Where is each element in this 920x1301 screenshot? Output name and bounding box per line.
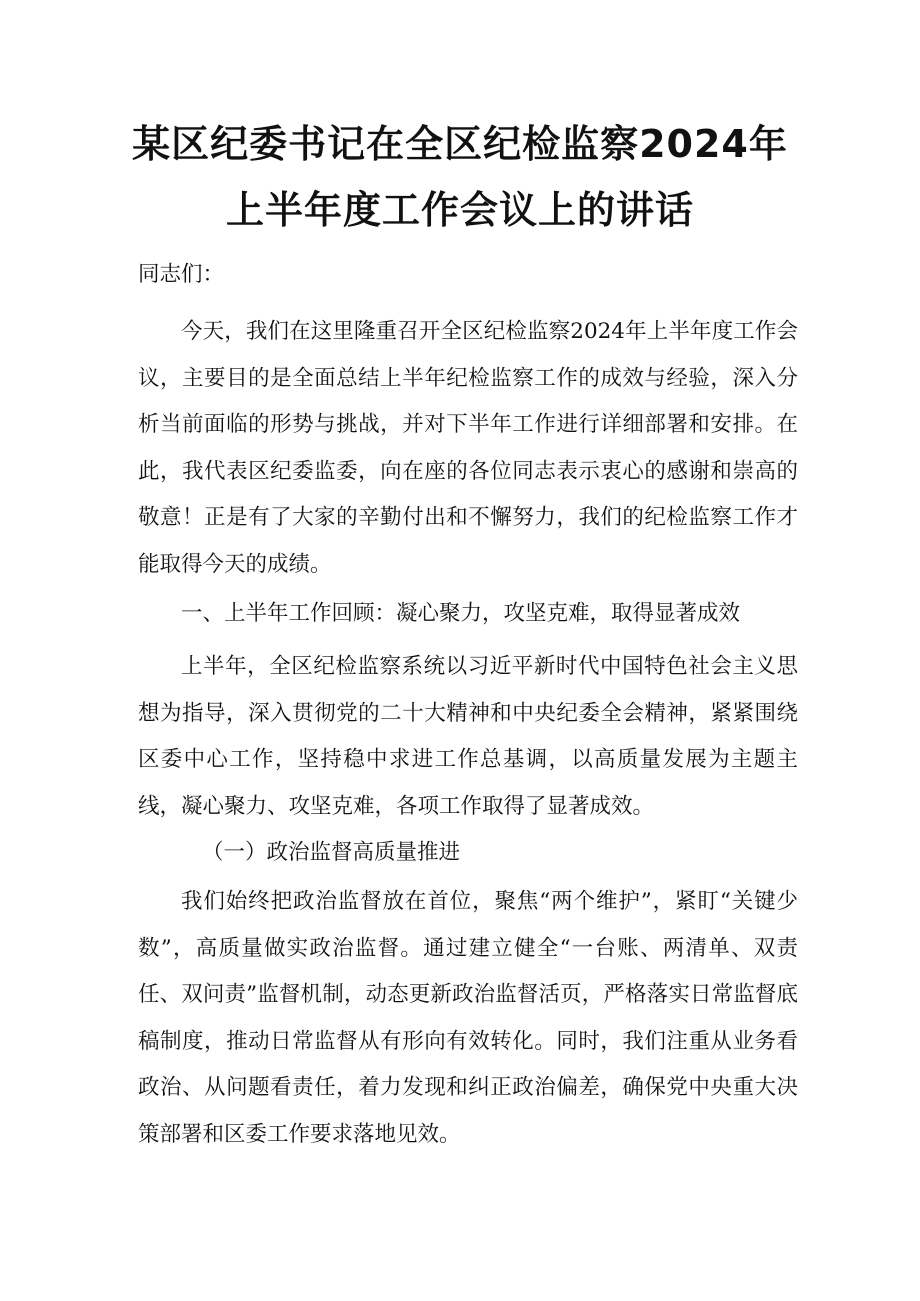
subsection-heading-block — [138, 830, 798, 877]
document-title-line-1: 某区纪委书记在全区纪检监察2024年 — [132, 122, 788, 166]
review-paragraph-block — [138, 644, 798, 830]
opening-paragraph: 今天，我们在这里隆重召开全区纪检监察2024年上半年度工作会议，主要目的是全面总结上半年纪检监察工作的成效与经验，深入分析当前面临的形势与挑战，并对下半年工作进行详细部署和安排。在此，我代表区纪委监委，向在座的各位同志表示衷心的感谢和崇高的敬意！正是有了大家的辛勤付出和不懈努力，我们的纪检监察工作才能取得今天的成绩。 — [138, 319, 798, 577]
subsection-heading: （一）政治监督高质量推进 — [202, 840, 461, 865]
political-supervision-paragraph: 我们始终把政治监督放在首位，聚焦“两个维护”，紧盯“关键少数”，高质量做实政治监督。通过建立健全“一台账、两清单、双责任、双问责”监督机制，动态更新政治监督活页，严格落实日常监督底稿制度，推动日常监督从有形向有效转化。同时，我们注重从业务看政治、从问题看责任，着力发现和纠正政治偏差，确保党中央重大决策部署和区委工作要求落地见效。 — [138, 889, 798, 1147]
document-title-line-2: 上半年度工作会议上的讲话 — [225, 188, 694, 232]
political-supervision-paragraph-block — [138, 879, 798, 1158]
section-heading-block — [138, 591, 798, 638]
opening-paragraph-block — [138, 309, 798, 588]
salutation-block — [138, 252, 798, 299]
salutation: 同志们： — [138, 262, 225, 287]
section-heading: 一、上半年工作回顾：凝心聚力，攻坚克难，取得显著成效 — [181, 601, 741, 626]
review-paragraph: 上半年，全区纪检监察系统以习近平新时代中国特色社会主义思想为指导，深入贯彻党的二十大精神和中央纪委全会精神，紧紧围绕区委中心工作，坚持稳中求进工作总基调，以高质量发展为主题主线，凝心聚力、攻坚克难，各项工作取得了显著成效。 — [138, 654, 798, 819]
